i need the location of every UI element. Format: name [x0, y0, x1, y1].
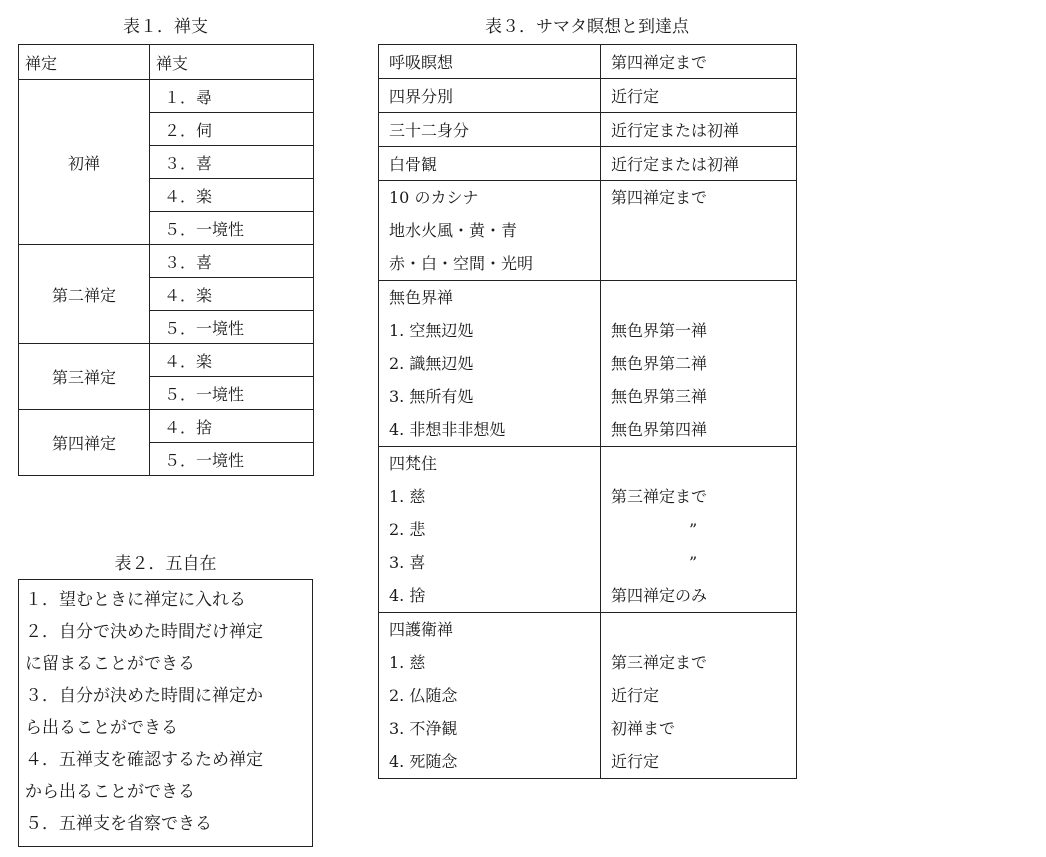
jhana-cell: 第四禅定 [19, 410, 150, 476]
header-factors: 禅支 [150, 45, 314, 80]
table1-caption: 表１．禅支 [123, 17, 208, 37]
mastery-line: ら出ることができる [25, 718, 178, 738]
jhana-cell: 第二禅定 [19, 245, 150, 344]
table2-caption: 表２．五自在 [114, 554, 217, 574]
header-jhana: 禅定 [19, 45, 150, 80]
method-cell: 四界分別 [379, 79, 601, 113]
factor-cell: ４．楽 [150, 344, 314, 377]
attainment-line: 第三禅定まで [611, 653, 708, 672]
factor-cell: ２．伺 [150, 113, 314, 146]
attainment-line: 第四禅定まで [611, 188, 708, 207]
table-header-row [19, 45, 314, 80]
samatha-table [378, 44, 797, 779]
attainment-line: 第三禅定まで [611, 487, 708, 506]
method-line: 2. 識無辺処 [389, 354, 474, 373]
factor-cell: ４．楽 [150, 278, 314, 311]
method-cell: 三十二身分 [379, 113, 601, 147]
method-cell [379, 447, 601, 613]
method-line: 四護衛禅 [389, 620, 454, 639]
method-line: 3. 無所有処 [389, 387, 474, 406]
method-line: 4. 捨 [389, 586, 426, 605]
mastery-line: ２．自分で決めた時間だけ禅定 [25, 622, 263, 642]
attainment-line: 初禅まで [611, 719, 676, 738]
method-line: 2. 仏随念 [389, 686, 458, 705]
method-line: 1. 慈 [389, 653, 426, 672]
method-line: 3. 喜 [389, 553, 426, 572]
factor-cell: ３．喜 [150, 245, 314, 278]
table-row [19, 245, 314, 278]
attainment-cell [601, 447, 797, 613]
table-row [19, 410, 314, 443]
table-row [379, 79, 797, 113]
table3-caption: 表３．サマタ瞑想と到達点 [485, 17, 689, 37]
ditto-mark: ” [689, 520, 698, 539]
mastery-line: １．望むときに禅定に入れる [25, 590, 246, 610]
table-row [379, 113, 797, 147]
factor-cell: ５．一境性 [150, 377, 314, 410]
factor-cell: ４．楽 [150, 179, 314, 212]
attainment-cell [601, 613, 797, 779]
method-line: 10 のカシナ [389, 188, 479, 207]
table-row [379, 281, 797, 447]
mastery-line: ３．自分が決めた時間に禅定か [25, 686, 263, 706]
method-cell [379, 281, 601, 447]
method-cell: 白骨観 [379, 147, 601, 181]
factor-cell: １．尋 [150, 80, 314, 113]
method-line: 3. 不浄観 [389, 719, 458, 738]
attainment-line: 無色界第三禅 [611, 387, 708, 406]
jhana-cell: 第三禅定 [19, 344, 150, 410]
table-row [19, 580, 313, 847]
attainment-line: 第四禅定のみ [611, 586, 708, 605]
factor-cell: ５．一境性 [150, 311, 314, 344]
factor-cell: ５．一境性 [150, 212, 314, 245]
method-line: 4. 死随念 [389, 752, 458, 771]
attainment-line: 近行定 [611, 686, 660, 705]
attainment-cell: 近行定または初禅 [601, 147, 797, 181]
attainment-cell [601, 281, 797, 447]
method-line: 1. 空無辺処 [389, 321, 474, 340]
table-row [379, 181, 797, 281]
method-line: 無色界禅 [389, 288, 454, 307]
attainment-cell [601, 181, 797, 281]
mastery-line: ４．五禅支を確認するため禅定 [25, 750, 263, 770]
attainment-line [611, 613, 796, 646]
jhana-cell: 初禅 [19, 80, 150, 245]
attainment-cell: 近行定または初禅 [601, 113, 797, 147]
masteries-cell [19, 580, 313, 847]
table-row [379, 45, 797, 79]
attainment-line [611, 447, 796, 480]
table-row [19, 80, 314, 113]
method-line: 4. 非想非非想処 [389, 420, 506, 439]
method-line: 地水火風・黄・青 [389, 221, 518, 240]
method-cell: 呼吸瞑想 [379, 45, 601, 79]
attainment-cell: 近行定 [601, 79, 797, 113]
attainment-line: 無色界第二禅 [611, 354, 708, 373]
mastery-line: ５．五禅支を省察できる [25, 814, 212, 834]
jhana-factors-table [18, 44, 314, 476]
method-line: 赤・白・空間・光明 [389, 254, 534, 273]
method-cell [379, 613, 601, 779]
attainment-line: 近行定 [611, 752, 660, 771]
factor-cell: ４．捨 [150, 410, 314, 443]
five-masteries-table [18, 579, 313, 847]
method-line: 四梵住 [389, 454, 438, 473]
mastery-line: に留まることができる [25, 654, 195, 674]
factor-cell: ５．一境性 [150, 443, 314, 476]
table-row [19, 344, 314, 377]
method-cell [379, 181, 601, 281]
method-line: 2. 悲 [389, 520, 426, 539]
ditto-mark: ” [689, 553, 698, 572]
attainment-cell: 第四禅定まで [601, 45, 797, 79]
table-row [379, 613, 797, 779]
attainment-line: 無色界第一禅 [611, 321, 708, 340]
table-row [379, 147, 797, 181]
table-row [379, 447, 797, 613]
method-line: 1. 慈 [389, 487, 426, 506]
mastery-line: から出ることができる [25, 782, 195, 802]
attainment-line: 無色界第四禅 [611, 420, 708, 439]
attainment-line [611, 281, 796, 314]
factor-cell: ３．喜 [150, 146, 314, 179]
